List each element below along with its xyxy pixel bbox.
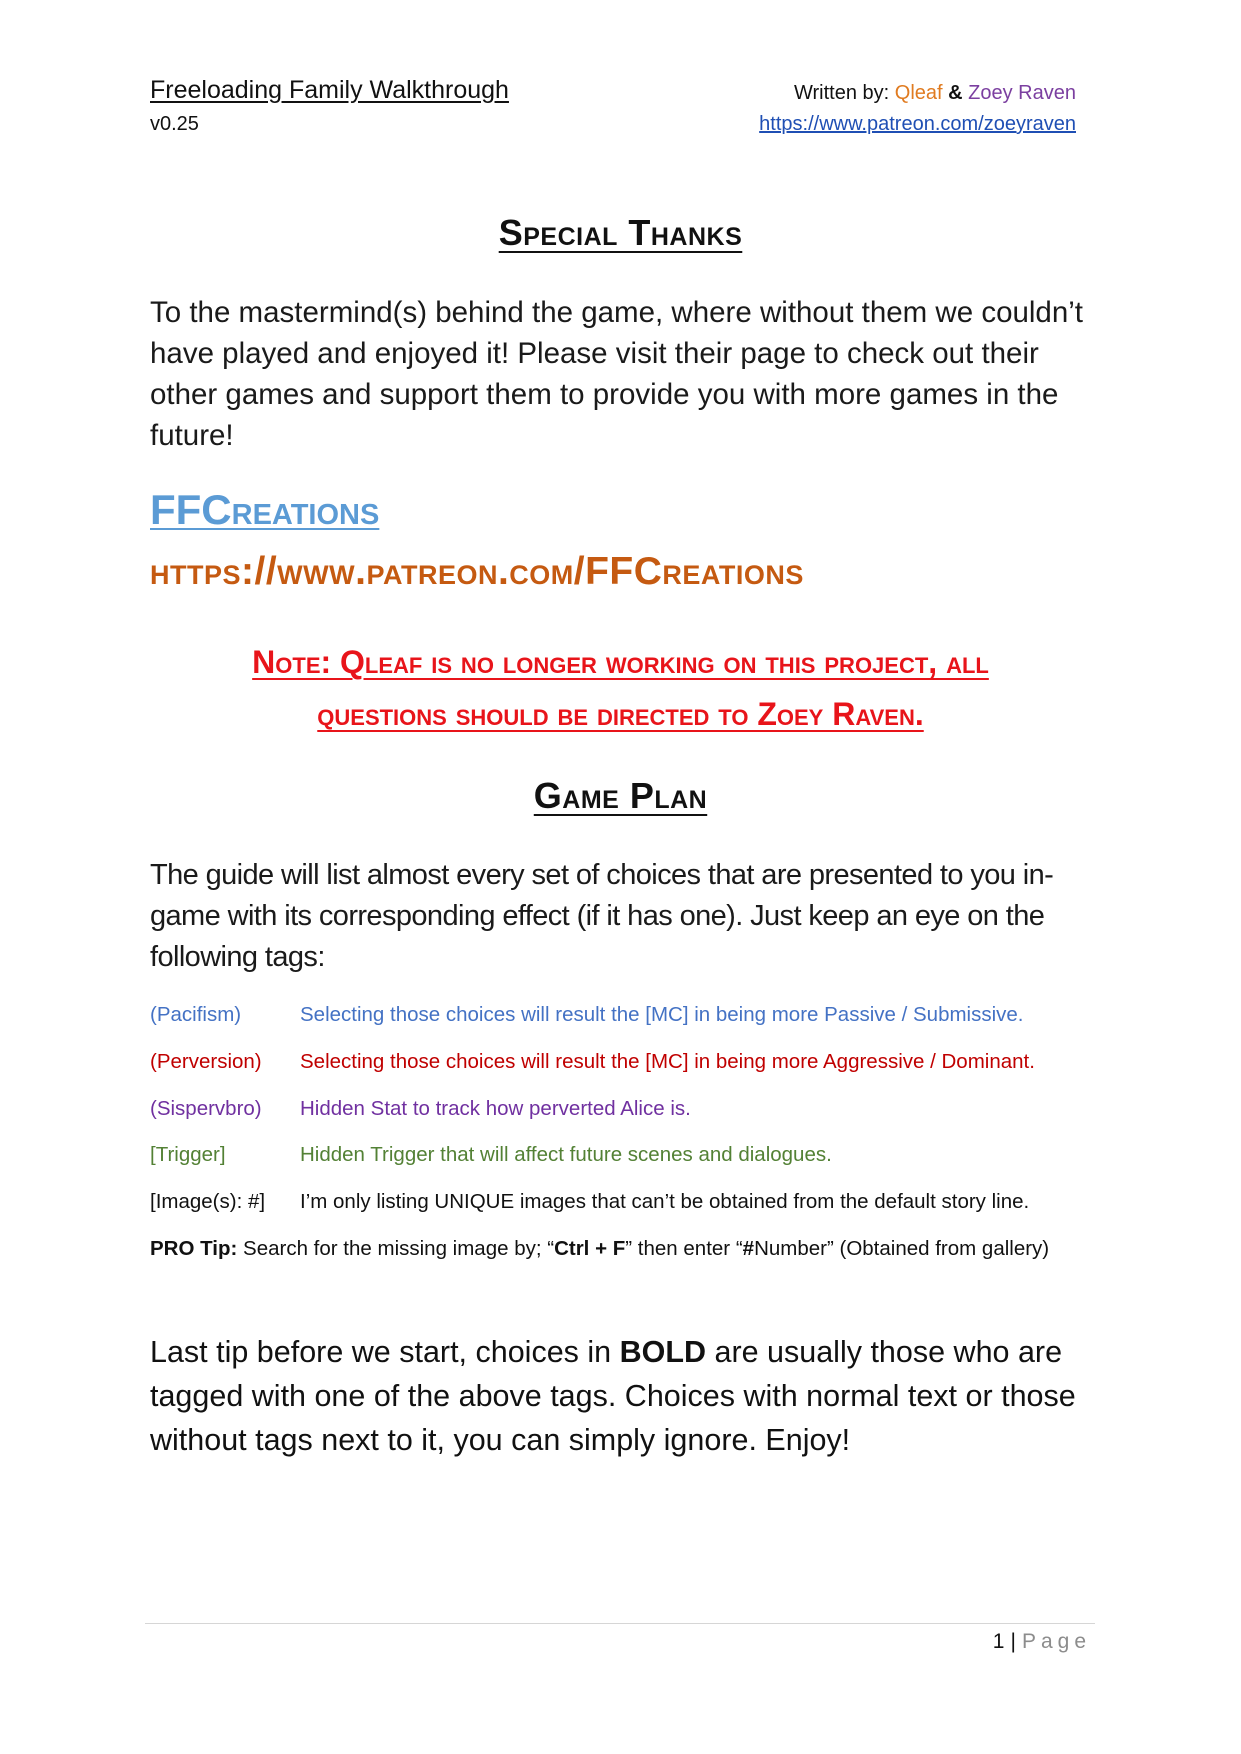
zoeyraven-patreon-link[interactable]: https://www.patreon.com/zoeyraven bbox=[759, 113, 1076, 135]
game-plan-intro: The guide will list almost every set of choices that are presented to you in-game with its corresponding effect (if it has one). Just keep an eye on the following tags: bbox=[150, 859, 1054, 973]
tag-description: Hidden Stat to track how perverted Alice is. bbox=[300, 1097, 691, 1120]
page-number: 1 bbox=[992, 1630, 1005, 1653]
tag-row-trigger bbox=[150, 1143, 1110, 1167]
pro-tip-hash: # bbox=[742, 1237, 755, 1260]
tag-label: (Pacifism) bbox=[150, 1003, 242, 1026]
written-by-label: Written by: bbox=[793, 82, 890, 104]
pro-tip-text: ” then enter “ bbox=[625, 1237, 743, 1260]
last-tip-bold: BOLD bbox=[619, 1335, 707, 1369]
footer-divider bbox=[145, 1623, 1095, 1624]
tag-description: Selecting those choices will result the [MC] in being more Passive / Submissive. bbox=[300, 1003, 1024, 1026]
note-line-2: questions should be directed to Zoey Raven. bbox=[317, 696, 924, 732]
pro-tip-label: PRO Tip: bbox=[150, 1237, 238, 1260]
tag-label: (Perversion) bbox=[150, 1050, 262, 1073]
tag-label: (Sispervbro) bbox=[150, 1097, 262, 1120]
tag-row-pacifism bbox=[150, 1003, 1110, 1027]
document-title: Freeloading Family Walkthrough bbox=[150, 76, 509, 104]
page-footer bbox=[993, 1630, 1091, 1654]
author-ampersand: & bbox=[948, 82, 963, 104]
last-tip-text: are usually those who are tagged with one of the above tags. Choices with normal text or those without tags next to it, you can simply ignore. Enjoy! bbox=[150, 1335, 1076, 1457]
tag-description: Selecting those choices will result the [MC] in being more Aggressive / Dominant. bbox=[300, 1050, 1035, 1073]
ffcreations-patreon-url[interactable]: https://www.patreon.com/FFCreations bbox=[150, 550, 804, 593]
last-tip-text: Last tip before we start, choices in bbox=[150, 1335, 620, 1369]
note-line-1: Note: Qleaf is no longer working on this project, all bbox=[252, 644, 989, 680]
page-label: Page bbox=[1021, 1630, 1091, 1653]
tag-label: [Trigger] bbox=[150, 1143, 226, 1166]
page-separator: | bbox=[1010, 1630, 1016, 1653]
author-zoey-raven: Zoey Raven bbox=[968, 82, 1076, 104]
tag-description: I’m only listing UNIQUE images that can’t be obtained from the default story line. bbox=[300, 1190, 1030, 1213]
written-by bbox=[794, 82, 1076, 105]
game-plan-heading: Game Plan bbox=[533, 775, 708, 816]
pro-tip-key: Ctrl + F bbox=[554, 1237, 626, 1260]
last-tip-paragraph bbox=[150, 1330, 1110, 1462]
pro-tip-text: Search for the missing image by; “ bbox=[243, 1237, 555, 1260]
ffcreations-link[interactable]: FFCreations bbox=[150, 486, 380, 533]
tag-row-images bbox=[150, 1190, 1110, 1214]
pro-tip bbox=[150, 1237, 1049, 1261]
document-version: v0.25 bbox=[150, 113, 199, 135]
project-note bbox=[0, 636, 1241, 740]
special-thanks-paragraph: To the mastermind(s) behind the game, where without them we couldn’t have played and enjoyed it! Please visit their page to check out their other games and support them to provide you with more games in the future! bbox=[150, 296, 1083, 452]
tag-label: [Image(s): #] bbox=[150, 1190, 266, 1213]
pro-tip-text: Number” (Obtained from gallery) bbox=[754, 1237, 1050, 1260]
tag-description: Hidden Trigger that will affect future scenes and dialogues. bbox=[300, 1143, 832, 1166]
special-thanks-heading: Special Thanks bbox=[498, 212, 743, 253]
tag-row-perversion bbox=[150, 1050, 1110, 1074]
author-qleaf: Qleaf bbox=[894, 82, 943, 104]
tag-row-sispervbro bbox=[150, 1097, 1110, 1121]
